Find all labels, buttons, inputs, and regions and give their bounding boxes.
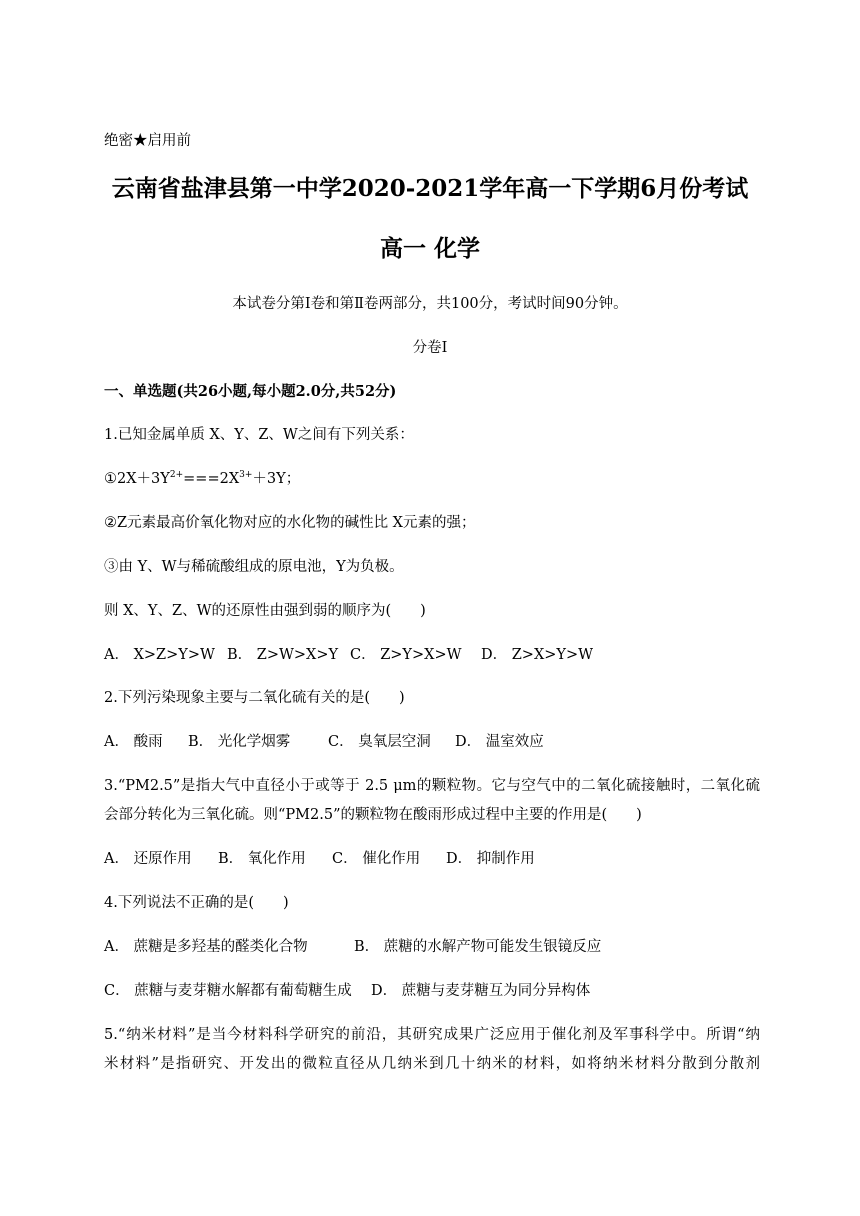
q1-c1-post: ＋3Y；	[252, 471, 301, 487]
q4-options-row-1	[104, 937, 760, 957]
q2-option-c[interactable]: C． 臭氧层空洞	[328, 734, 431, 750]
q5-stem-line-2: 米材料”是指研究、开发出的微粒直径从几纳米到几十纳米的材料，如将纳米材料分散到分散剂	[104, 1056, 760, 1072]
q4-option-d[interactable]: D． 蔗糖与麦芽糖互为同分异构体	[371, 983, 591, 999]
q3-option-c[interactable]: C． 催化作用	[332, 851, 421, 867]
q2-option-a[interactable]: A． 酸雨	[104, 734, 163, 750]
q3-stem-line-2: 会部分转化为三氧化硫。则“PM2.5”的颗粒物在酸雨形成过程中主要的作用是( )	[104, 807, 642, 823]
q3-options	[104, 849, 760, 869]
q1-c1-sup1: 2+	[169, 470, 184, 481]
q1-c1-sup2: 3+	[239, 470, 253, 481]
q1-condition-3: ③由 Y、W与稀硫酸组成的原电池，Y为负极。	[104, 559, 404, 575]
secret-mark: 绝密★启用前	[104, 133, 191, 149]
exam-title: 云南省盐津县第一中学2020-2021学年高一下学期6月份考试	[111, 175, 749, 202]
q4-stem: 4.下列说法不正确的是( )	[104, 895, 289, 911]
q2-option-b[interactable]: B． 光化学烟雾	[188, 734, 291, 750]
q4-options-row-2	[104, 981, 760, 1001]
exam-instructions: 本试卷分第Ⅰ卷和第Ⅱ卷两部分，共100分，考试时间90分钟。	[232, 296, 628, 312]
q1-option-c[interactable]: C． Z>Y>X>W	[350, 647, 462, 663]
q1-condition-1	[104, 469, 760, 489]
q3-option-b[interactable]: B． 氧化作用	[218, 851, 306, 867]
exam-subtitle: 高一 化学	[379, 235, 480, 262]
section-heading: 一、单选题(共26小题,每小题2.0分,共52分)	[104, 383, 397, 400]
q3-option-d[interactable]: D． 抑制作用	[446, 851, 535, 867]
q4-option-b[interactable]: B． 蔗糖的水解产物可能发生银镜反应	[354, 939, 602, 955]
q1-option-d[interactable]: D． Z>X>Y>W	[481, 647, 594, 663]
volume-label: 分卷I	[412, 340, 448, 356]
q4-option-a[interactable]: A． 蔗糖是多羟基的醛类化合物	[104, 939, 308, 955]
q2-option-d[interactable]: D． 温室效应	[455, 734, 544, 750]
q2-stem: 2.下列污染现象主要与二氧化硫有关的是( )	[104, 690, 405, 706]
q2-options	[104, 732, 760, 752]
q1-options	[104, 645, 760, 665]
q5-stem-line-1: 5.“纳米材料”是当今材料科学研究的前沿，其研究成果广泛应用于催化剂及军事科学中。所谓“纳	[104, 1027, 760, 1043]
q3-option-a[interactable]: A． 还原作用	[104, 851, 192, 867]
q1-condition-2: ②Z元素最高价氧化物对应的水化物的碱性比 X元素的强；	[104, 515, 476, 531]
q1-option-a[interactable]: A． X>Z>Y>W	[104, 647, 215, 663]
q4-option-c[interactable]: C． 蔗糖与麦芽糖水解都有葡萄糖生成	[104, 983, 352, 999]
q1-stem: 1.已知金属单质 X、Y、Z、W之间有下列关系：	[104, 427, 414, 443]
q1-option-b[interactable]: B． Z>W>X>Y	[227, 647, 339, 663]
q1-c1-pre: ①2X＋3Y	[104, 471, 170, 487]
q1-ask: 则 X、Y、Z、W的还原性由强到弱的顺序为( )	[104, 603, 426, 619]
q3-stem-line-1: 3.“PM2.5”是指大气中直径小于或等于 2.5 μm的颗粒物。它与空气中的二氧化硫接触时，二氧化硫	[104, 778, 760, 794]
q1-c1-mid: ===2X	[183, 471, 240, 487]
